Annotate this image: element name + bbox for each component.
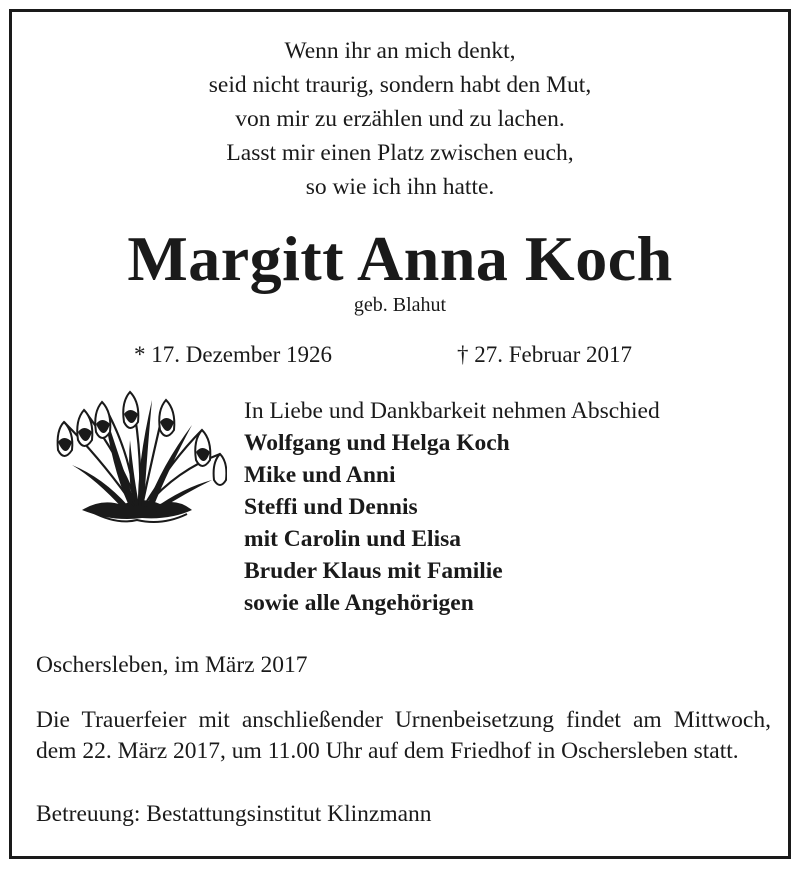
maiden-name: geb. Blahut (353, 294, 447, 316)
mourner-name: sowie alle Angehörigen (244, 590, 474, 616)
poem-line: Lasst mir einen Platz zwischen euch, (226, 140, 574, 166)
mourner-name: Steffi und Dennis (244, 494, 418, 520)
mourner-name: Bruder Klaus mit Familie (244, 558, 503, 584)
ceremony-info: Die Trauerfeier mit anschließender Urnenbeisetzung findet am Mittwoch, dem 22. März 2017, um 11.00 Uhr auf dem Friedhof in Oschersleben statt. (36, 707, 771, 764)
deceased-name: Margitt Anna Koch (127, 223, 673, 294)
poem-line: seid nicht traurig, sondern habt den Mut, (208, 72, 592, 98)
funeral-home: Betreuung: Bestattungsinstitut Klinzmann (36, 801, 432, 827)
poem-line: so wie ich ihn hatte. (305, 174, 495, 200)
mourner-name: Mike und Anni (244, 462, 396, 488)
poem-line: Wenn ihr an mich denkt, (284, 38, 516, 64)
mourner-name: mit Carolin und Elisa (244, 526, 461, 552)
birth-date: * 17. Dezember 1926 (134, 342, 332, 367)
place-date: Oschersleben, im März 2017 (36, 652, 308, 678)
obituary-notice (9, 9, 791, 859)
mourner-name: Wolfgang und Helga Koch (244, 430, 510, 456)
poem-line: von mir zu erzählen und zu lachen. (235, 106, 565, 132)
snowdrop-flowers-icon (42, 370, 227, 535)
death-date: † 27. Februar 2017 (457, 342, 633, 367)
poem (12, 34, 788, 204)
mourners-list (244, 395, 660, 619)
mourners-intro: In Liebe und Dankbarkeit nehmen Abschied (244, 398, 660, 424)
